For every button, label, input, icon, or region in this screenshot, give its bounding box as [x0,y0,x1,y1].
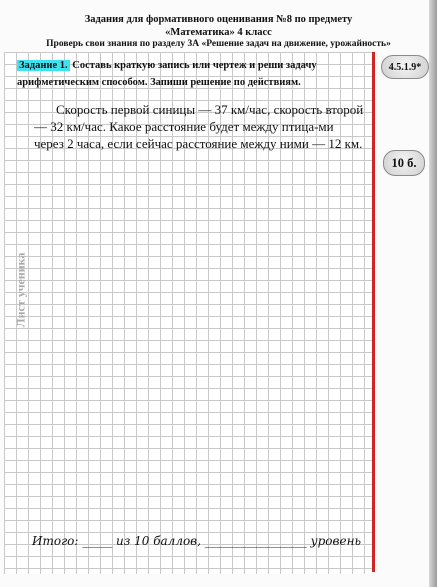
points-value: 10 б. [391,155,417,170]
criteria-code-badge [381,55,429,79]
header-title: Задания для формативного оценивания №8 по предмету [84,14,353,25]
criteria-code: 4.5.1.9* [388,61,422,73]
task-label: Задание 1. [19,60,68,71]
header-subject: «Математика» 4 класс [165,27,272,38]
margin-line [372,52,375,572]
score-footer: Итого: _____ из 10 баллов, _________________ уровень [32,534,362,548]
task-instruction: Составь краткую запись или чертеж и реши задачу арифметическим способом. Запиши решение по действиям. [17,60,317,88]
side-label: Лист ученика [13,252,28,328]
page-edge-shadow [429,0,437,587]
header-section: Проверь свои знания по разделу 3А «Решение задач на движение, урожайность» [46,39,391,49]
points-badge [383,150,425,176]
problem-text-block [34,101,364,152]
task-instruction-block [17,57,369,91]
problem-text: Скорость первой синицы — 37 км/час, скорость второй — 32 км/час. Какое расстояние будет между птица-ми через 2 часа, если сейчас расстояние между ними — 12 км. [34,102,364,151]
